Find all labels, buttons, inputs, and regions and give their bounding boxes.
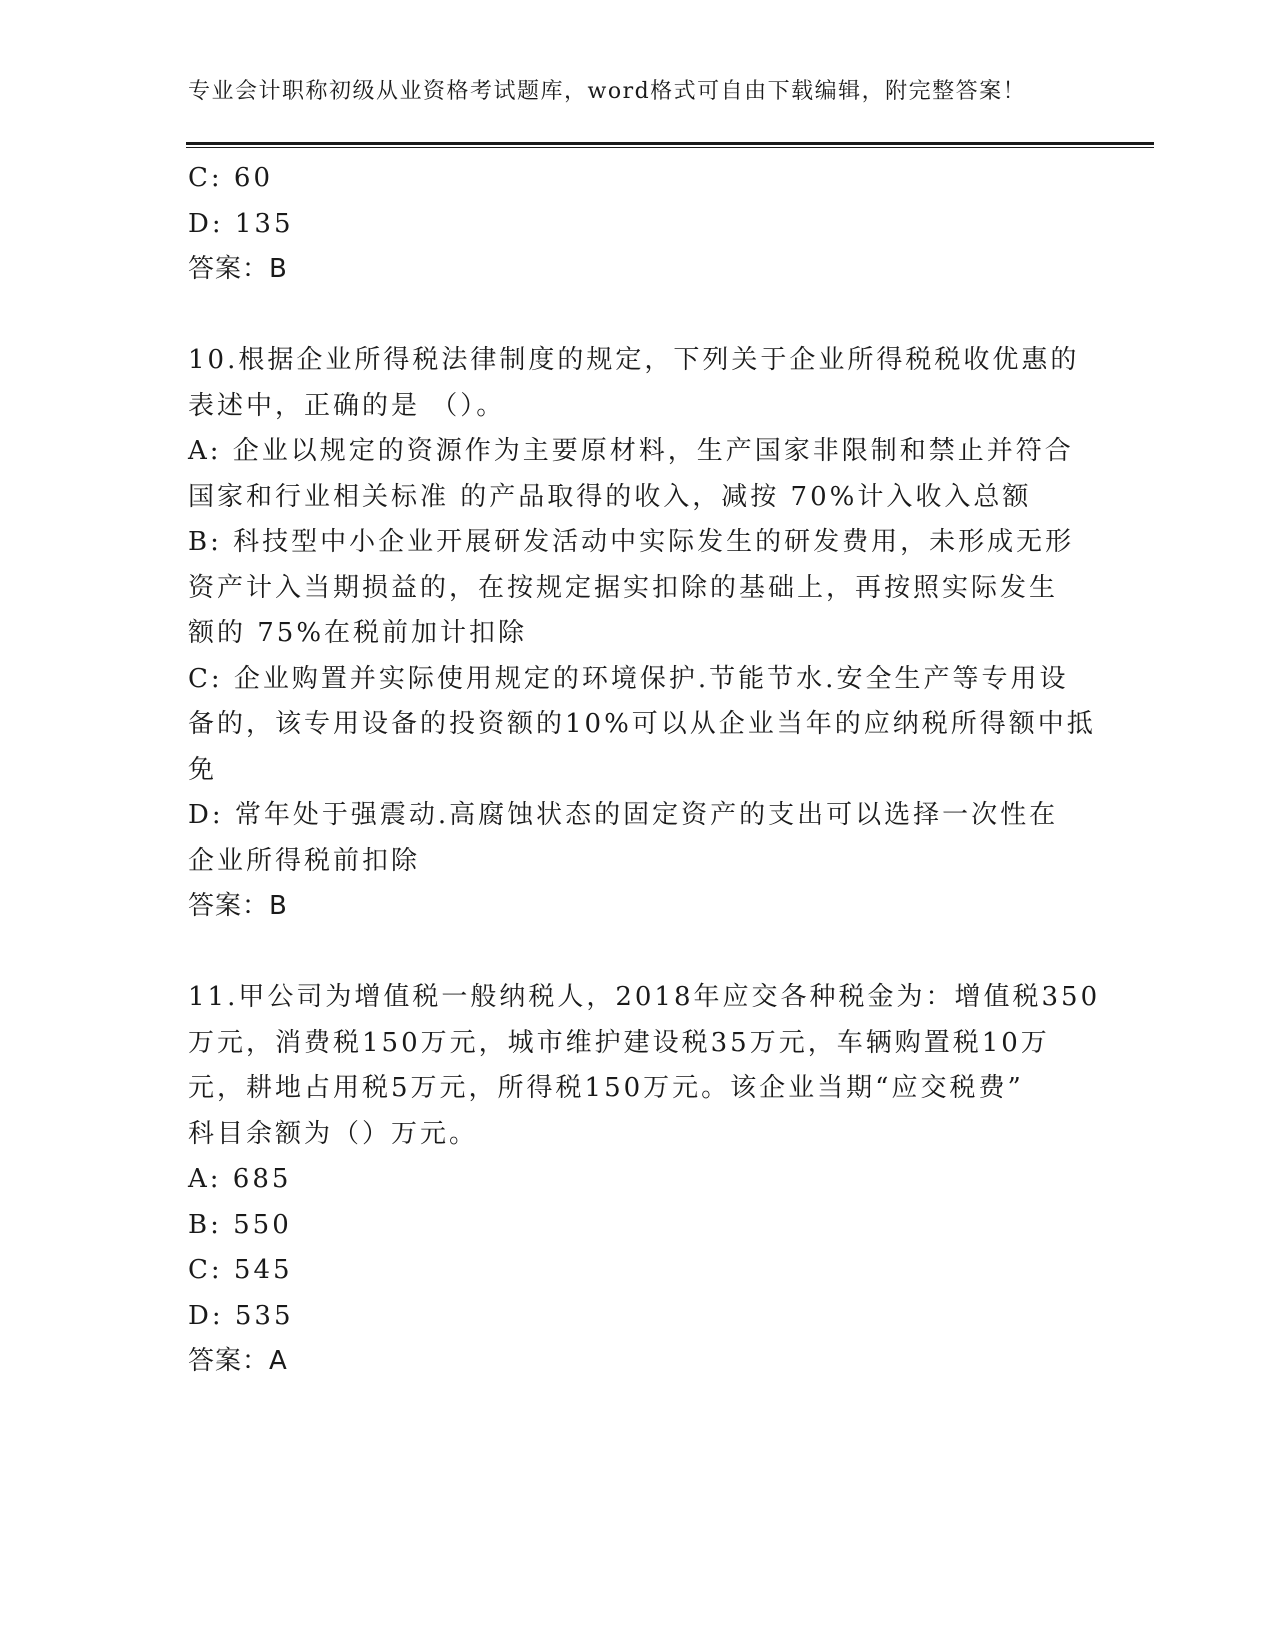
option-d-line: D: 常年处于强震动.高腐蚀状态的固定资产的支出可以选择一次性在 xyxy=(188,800,1059,830)
answer-line: 答案：B xyxy=(188,254,288,284)
question-stem-line: 科目余额为（）万元。 xyxy=(188,1118,479,1149)
question-stem-line: 11.甲公司为增值税一般纳税人，2018年应交各种税金为：增值税350 xyxy=(188,982,1101,1012)
option-c-line: C: 企业购置并实际使用规定的环境保护.节能节水.安全生产等专用设 xyxy=(188,663,1069,694)
question-11 xyxy=(188,975,1101,1385)
option-c: C: 545 xyxy=(188,1255,293,1285)
option-c: C: 60 xyxy=(188,163,274,193)
option-b-line: 资产计入当期损益的，在按规定据实扣除的基础上，再按照实际发生 xyxy=(188,572,1059,603)
question-stem-line: 10.根据企业所得税法律制度的规定，下列关于企业所得税税收优惠的 xyxy=(188,345,1080,375)
page-header: 专业会计职称初级从业资格考试题库，word格式可自由下载编辑，附完整答案！ xyxy=(188,79,1027,104)
option-d: D: 535 xyxy=(188,1300,294,1331)
question-stem-line: 万元，消费税150万元，城市维护建设税35万元，车辆购置税10万 xyxy=(188,1027,1050,1058)
answer-line: 答案：A xyxy=(188,1346,288,1376)
question-stem-line: 元，耕地占用税5万元，所得税150万元。该企业当期“应交税费” xyxy=(188,1073,1024,1103)
spacer xyxy=(188,293,1088,339)
option-a: A: 685 xyxy=(188,1164,292,1194)
spacer xyxy=(188,930,1088,976)
question-10 xyxy=(188,338,1096,930)
header-divider xyxy=(186,142,1154,148)
option-a-line: 国家和行业相关标准 的产品取得的收入，减按 70%计入收入总额 xyxy=(188,481,1032,512)
option-b-line: B: 科技型中小企业开展研发活动中实际发生的研发费用，未形成无形 xyxy=(188,527,1075,557)
option-d-line: 企业所得税前扣除 xyxy=(188,845,421,876)
option-a-line: A: 企业以规定的资源作为主要原材料，生产国家非限制和禁止并符合 xyxy=(188,436,1074,466)
document-body xyxy=(188,156,1101,1385)
question-stem-line: 表述中，正确的是 （）。 xyxy=(188,390,506,421)
option-c-line: 备的，该专用设备的投资额的10%可以从企业当年的应纳税所得额中抵 xyxy=(188,709,1096,739)
option-c-line: 免 xyxy=(188,754,218,785)
option-b-line: 额的 75%在税前加计扣除 xyxy=(188,618,528,648)
previous-question-tail xyxy=(188,156,1088,293)
option-d: D: 135 xyxy=(188,208,294,239)
option-b: B: 550 xyxy=(188,1209,292,1240)
answer-line: 答案：B xyxy=(188,891,288,921)
